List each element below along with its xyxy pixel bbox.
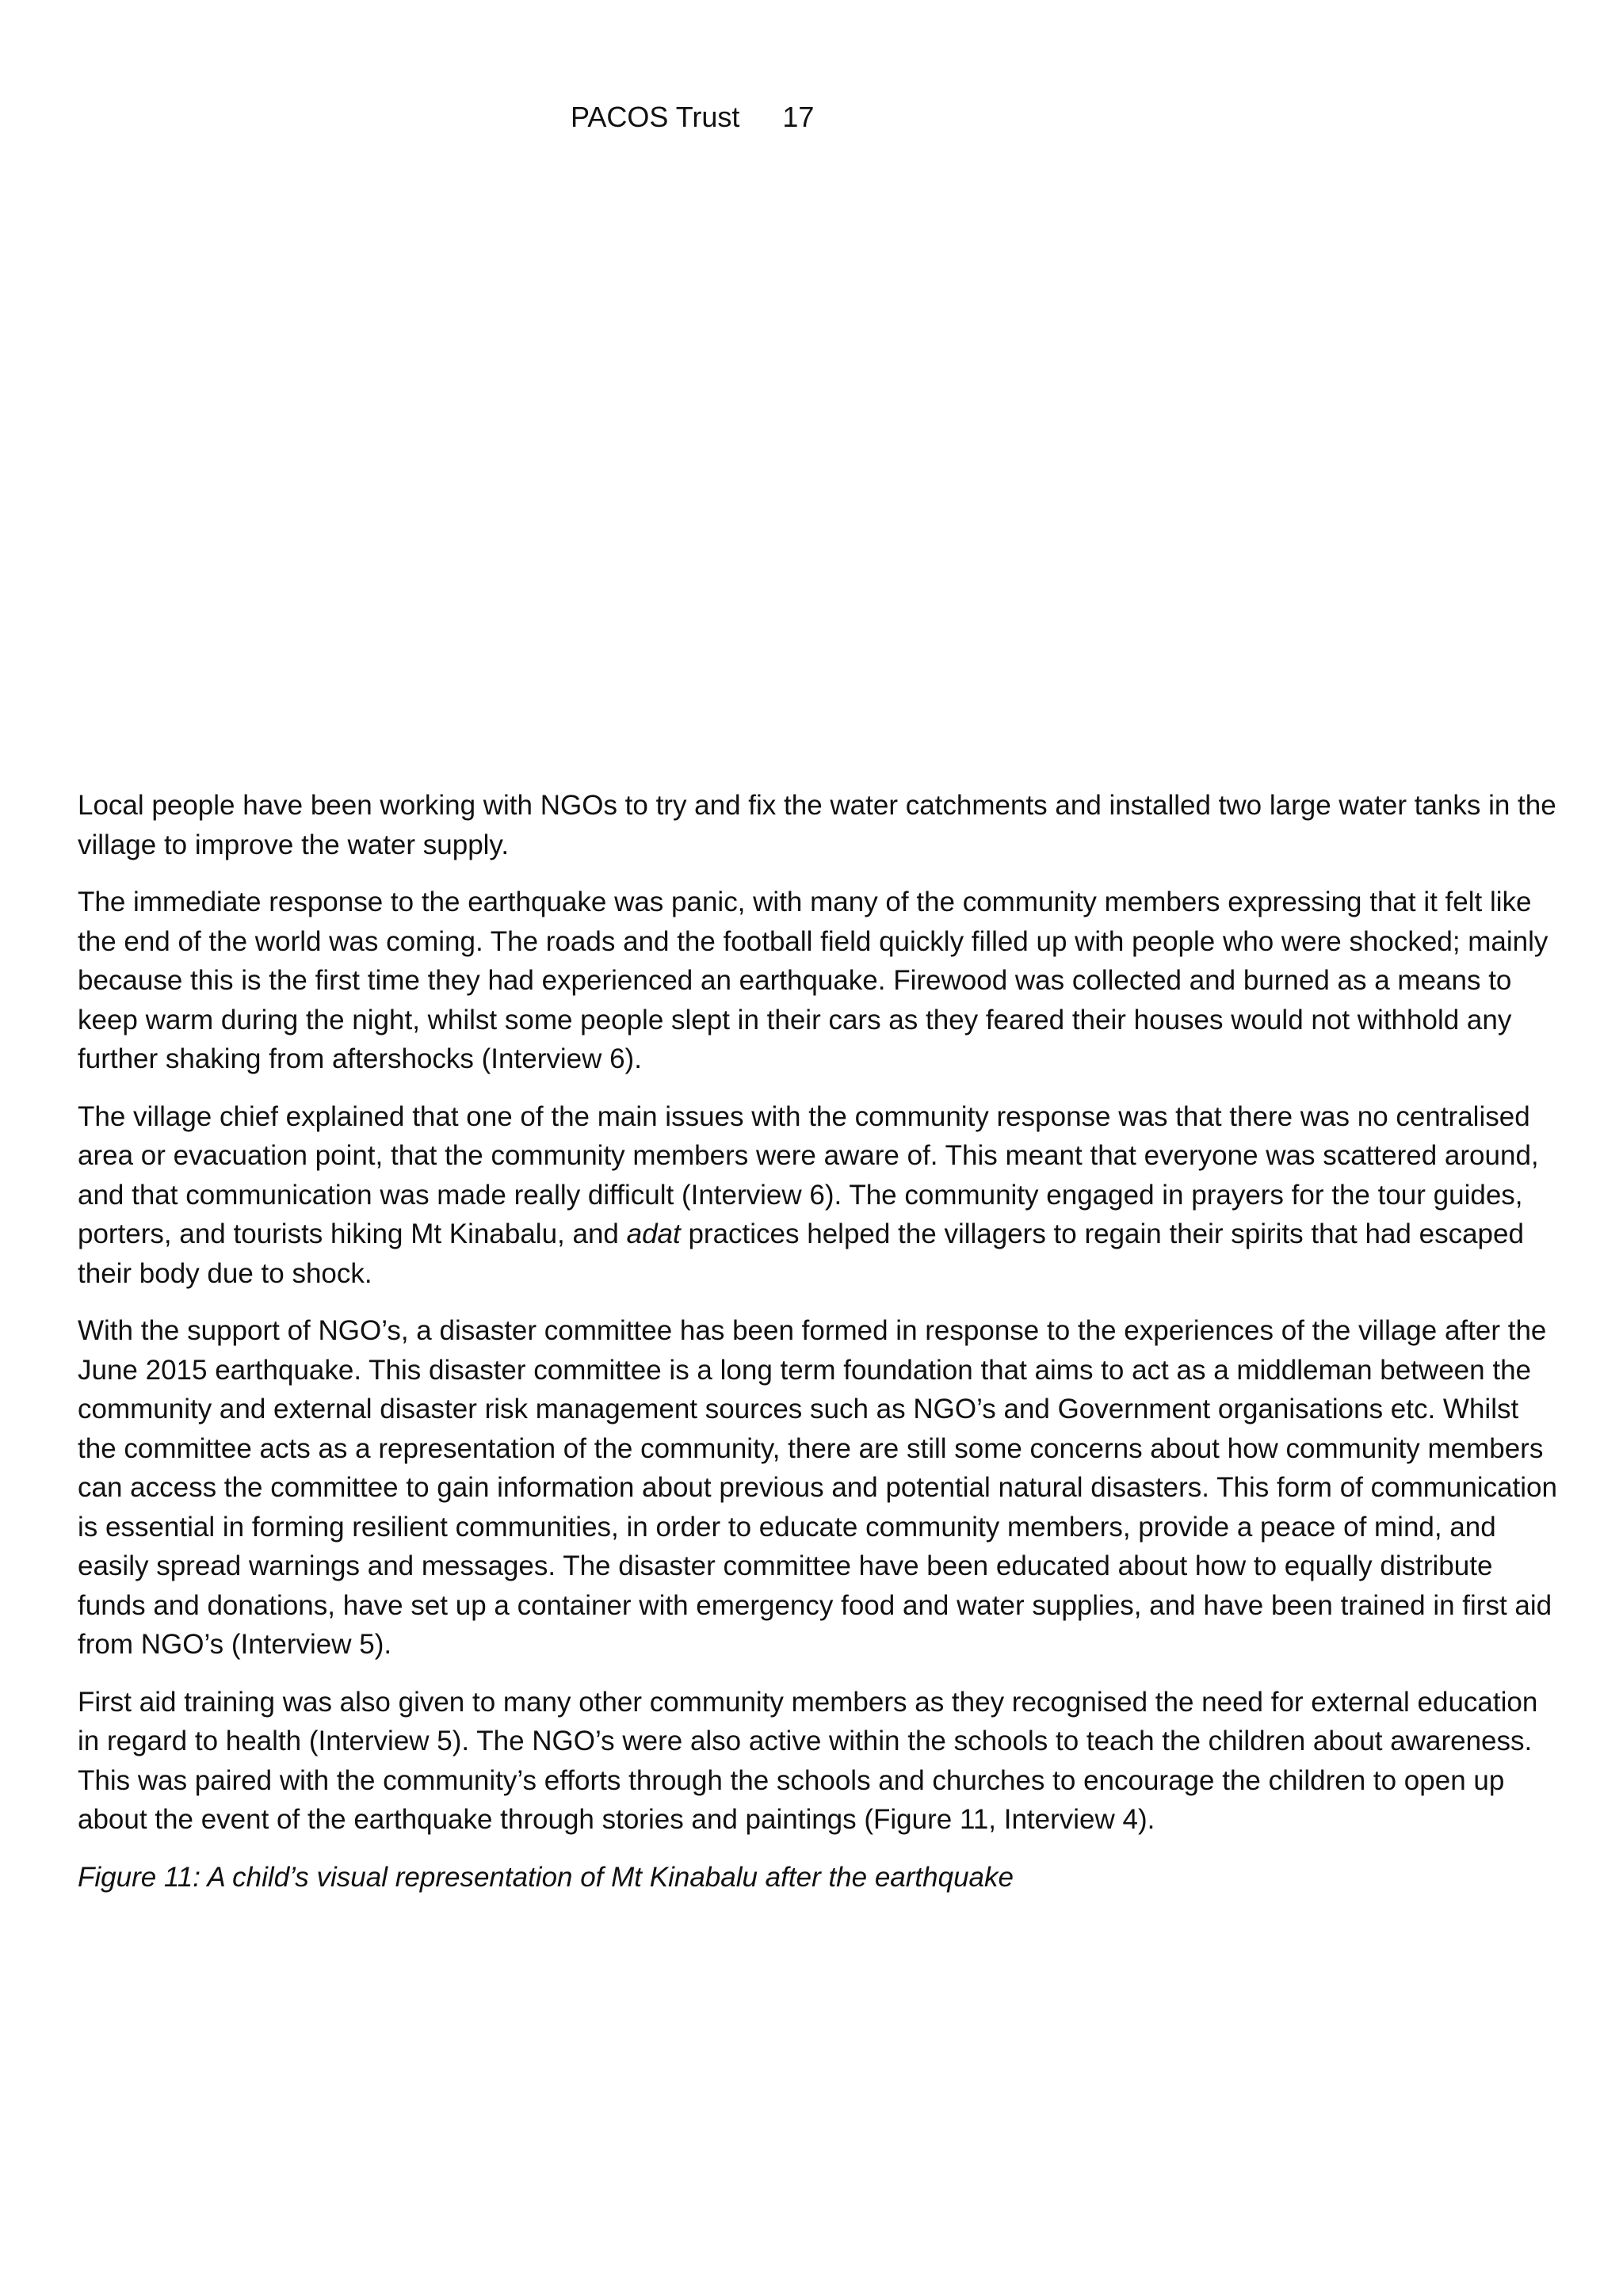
figure-placeholder-area [78, 174, 1545, 769]
paragraph-disaster-committee: With the support of NGO’s, a disaster committee has been formed in response to the experiences of the village after the June 2015 earthquake. This disaster committee is a long term foundation that aims to act as a middleman between the community and external disaster risk management sources such as NGO’s and Government organisations etc. Whilst the committee acts as a representation of the community, there are still some concerns about how community members can access the committee to gain information about previous and potential natural disasters. This form of communication is essential in forming resilient communities, in order to educate community members, provide a peace of mind, and easily spread warnings and messages. The disaster committee have been educated about how to equally distribute funds and donations, have set up a container with emergency food and water supplies, and have been trained in first aid from NGO’s (Interview 5). [78, 1315, 1557, 1660]
paragraph-village-chief [78, 1097, 1560, 1294]
page-header [571, 100, 814, 135]
figure-caption: Figure 11: A child’s visual representation of Mt Kinabalu after the earthquake [78, 1861, 1014, 1893]
body-text [78, 786, 1560, 1915]
term-adat: adat [626, 1219, 681, 1249]
paragraph-immediate-response: The immediate response to the earthquake was panic, with many of the community members expressing that it felt like the end of the world was coming. The roads and the football field quickly filled up with people who were shocked; mainly because this is the first time they had experienced an earthquake. Firewood was collected and burned as a means to keep warm during the night, whilst some people slept in their cars as they feared their houses would not withhold any further shaking from aftershocks (Interview 6). [78, 887, 1549, 1074]
paragraph-water-supply: Local people have been working with NGOs to try and fix the water catchments and installed two large water tanks in the village to improve the water supply. [78, 790, 1556, 860]
page-number: 17 [782, 101, 815, 133]
header-title: PACOS Trust [571, 101, 740, 133]
paragraph-village-chief-text-1: The village chief explained that one of the main issues with the community response was that there was no centralised area or evacuation point, that the community members were aware of. This meant that everyone was scattered around, and that communication was made really difficult (Interview 6). The community engaged in prayers for the tour guides, porters, and tourists hiking Mt Kinabalu, and [78, 1100, 1539, 1249]
paragraph-first-aid: First aid training was also given to many other community members as they recognised the need for external education in regard to health (Interview 5). The NGO’s were also active within the schools to teach the children about awareness. This was paired with the community’s efforts through the schools and churches to encourage the children to open up about the event of the earthquake through stories and paintings (Figure 11, Interview 4). [78, 1686, 1538, 1835]
paragraph-village-chief-text-2: practices helped the villagers to regain their spirits that had escaped their body due to shock. [78, 1219, 1524, 1289]
